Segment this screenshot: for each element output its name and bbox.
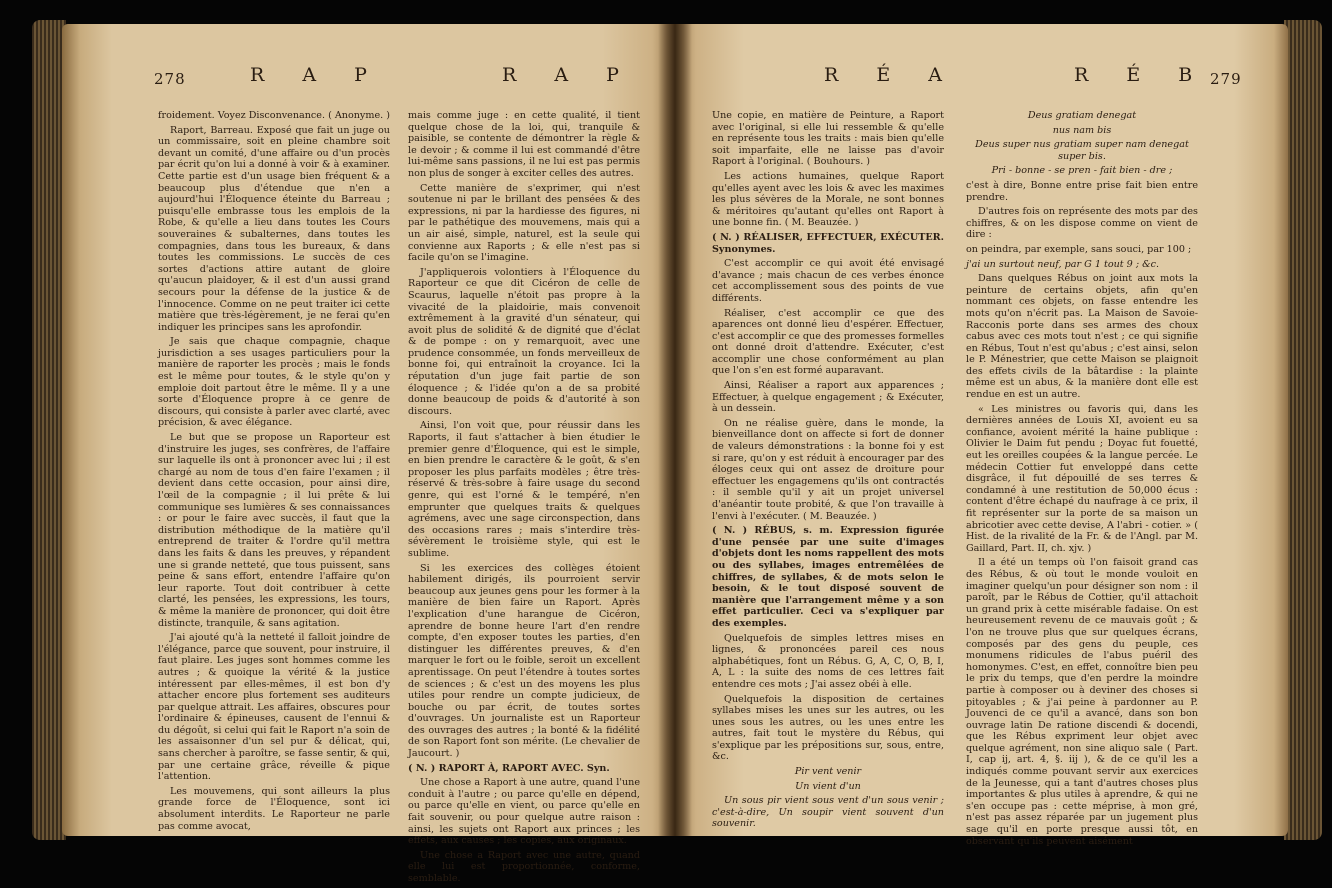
paragraph: on peindra, par exemple, sans souci, par 100 ;: [966, 243, 1192, 255]
paragraph: J'ai ajouté qu'à la netteté il falloit joindre de l'élégance, parce que souvent, pour instruire, il faut plaire. Les juges sont hommes comme les autres ; & quoique la vérité & la justice intéressent par elles-mêmes, il est bon d'y attacher encore plus fortement ses auditeurs par quelque attrait. Les affaires, obscures pour l'ordinaire & épineuses, causent de l'ennui & du dégoût, si celui qui fait le Raport n'a soin de les assaisonner d'un sel pur & délicat, qui, sans chercher à paroître, se fasse sentir, & qui, par une certaine grâce, réveille & pique l'attention.: [158, 632, 390, 783]
paragraph: Il a été un temps où l'on faisoit grand cas des Rébus, & où tout le monde vouloit en imaginer quelqu'un pour désigner son nom : il paroît, par le Rébus de Cottier, qu'il attachoit un grand prix à cette misérable fadaise. On est heureusement revenu de ce mauvais goût ; & l'on ne trouve plus que sur quelques écrans, composés par des gens du peuple, ces monumens ridicules de l'abus puéril des homonymes. C'est, en effet, connoître bien peu le prix du temps, que d'en perdre la moindre partie à composer ou à deviner des choses si pitoyables ; & j'ai peine à pardonner au P. Jouvenci de ce qu'il a avancé, dans son bon ouvrage latin De ratione discendi & docendi, que les Rébus expriment leur objet avec quelque agrément, non sine aliquo sale ( Part. I, cap ij, art. 4, §. iij ), & de ce qu'il les a indiqués comme pouvant servir aux exercices de la Jeunesse, qui a tant d'autres choses plus importantes & plus utiles à aprendre, & qui ne s'en occupe pas : cette méprise, à mon gré, n'est pas assez réparée par un jugement plus sage qu'il en porte presque aussi tôt, en observant qu'ils peuvent aisément: [966, 557, 1198, 847]
page-number: 279: [1210, 70, 1242, 88]
paragraph: Quelquefois de simples lettres mises en lignes, & prononcées pareil ces nous alphabétiques, font un Rébus. G, A, C, O, B, I, A, L : la suite des noms de ces lettres fait entendre ces mots ; J'ai assez obéi à elle.: [712, 632, 944, 690]
right-page: [674, 24, 1288, 847]
paragraph: mais comme juge : en cette qualité, il tient quelque chose de la loi, qui, tranquile & paisible, se contente de démontrer la règle & le devoir ; & comme il lui est commandé d'être lui-même sans passions, il ne lui est pas permis non plus de songer à exciter celles des autres.: [408, 110, 640, 179]
paragraph: Les mouvemens, qui sont ailleurs la plus grande force de l'Éloquence, sont ici absolument interdits. Le Raporteur ne parle pas comme avocat,: [158, 785, 390, 832]
paragraph: Dans quelques Rébus on joint aux mots la peinture de certains objets, afin qu'en nommant ces objets, on fasse entendre les mots qu'on n'écrit pas. La Maison de Savoie-Racconis porte dans ses armes des choux cabus avec ces mots tout n'est ; ce qui signifie en Rébus, Tout n'est qu'abus ; c'est ainsi, selon le P. Ménestrier, que cette Maison se plaignoit des effets civils de la bâtardise : la plainte même est un abus, & la manière dont elle est rendue en est un autre.: [966, 273, 1198, 401]
paragraph: Réaliser, c'est accomplir ce que des aparences ont donné lieu d'espérer. Effectuer, c'est accomplir ce que des promesses formelles ont donné droit d'attendre. Exécuter, c'est accomplir une chose conformément au plan que l'on s'en est formé auparavant.: [712, 307, 944, 377]
entry-heading: ( N. ) RÉALISER, EFFECTUER, EXÉCUTER. Synonymes.: [712, 231, 944, 255]
entry-heading: ( N. ) RÉBUS, s. m. Expression figurée d'une pensée par une suite d'images d'objets dont les noms rappellent des mots ou des syllabes, images entremêlées de chiffres, de syllabes, & de mots selon le besoin, & le tout disposé souvent de manière que l'arrangement même y a son effet particulier. Ceci va s'expliquer par des exemples.: [712, 525, 944, 629]
rebus-line: Pir vent venir: [794, 766, 862, 778]
running-head-left: R A P: [250, 64, 383, 86]
book-gutter: [658, 24, 692, 836]
running-head-right: R A P: [502, 64, 635, 86]
paragraph: Ainsi, l'on voit que, pour réussir dans les Raports, il faut s'attacher à bien étudier le premier genre d'Éloquence, qui est le simple, en bien prendre le caractère & le goût, & s'en proposer les plus parfaits modèles ; être très-réservé & très-sobre à faire usage du second genre, qui est l'orné & le tempéré, n'en emprunter que quelques traits & quelques agrémens, avec une sage circonspection, dans des occasions rares ; mais s'interdire très-sévèrement le troisième style, qui est le sublime.: [408, 420, 640, 559]
paragraph: Cette manière de s'exprimer, qui n'est soutenue ni par le brillant des pensées & des expressions, ni par la hardiesse des figures, ni par le pathétique des mouvemens, mais qui a un air aisé, simple, naturel, est la seule qui convienne aux Raports ; & elle n'est pas si facile qu'on se l'imagine.: [408, 182, 640, 264]
page-edges-left: [32, 20, 66, 840]
paragraph: Si les exercices des collèges étoient habilement dirigés, ils pourroient servir beaucoup aux jeunes gens pour les former à la manière de bien faire un Raport. Après l'explication d'une harangue de Cicéron, aprendre de bonne heure l'art d'en rendre compte, d'en exposer toutes les parties, d'en distinguer les différentes preuves, & d'en marquer le fort ou le foible, seroit un excellent aprentissage. On peut l'étendre à toutes sortes de sciences ; & c'est un des moyens les plus utiles pour rendre un compte judicieux, de bouche ou par écrit, de toutes sortes d'ouvrages. Un journaliste est un Raporteur des ouvrages des autres ; la bonté & la fidélité de son Raport font son mérite. (Le chevalier de Jaucourt. ): [408, 562, 640, 760]
paragraph: Une chose a Raport avec une autre, quand elle lui est proportionnée, conforme, semblable.: [408, 849, 640, 884]
paragraph: j'ai un surtout neuf, par G 1 tout 9 ; &c.: [966, 258, 1160, 270]
paragraph: Raport, Barreau. Exposé que fait un juge ou un commissaire, soit en pleine chambre soit devant un comité, d'une affaire ou d'un procès par écrit qu'on lui a donné à voir & à examiner. Cette partie est d'un usage bien fréquent & a beaucoup plus d'étendue que n'en a aujourd'hui l'Éloquence éteinte du Barreau ; puisqu'elle embrasse tous les emplois de la Robe, & qu'elle a lieu dans toutes les Cours souveraines & subalternes, dans toutes les compagnies, dans tous les bureaux, & dans toutes les commissions. Le succès de ces sortes d'actions attire autant de gloire qu'aucun plaidoyer, & il est d'un aussi grand secours pour la défense de la justice & de l'innocence. Comme on ne peut traiter ici cette matière que très-légèrement, je ne ferai qu'en indiquer les principes sans les aprofondir.: [158, 124, 390, 333]
column-left-2: [408, 110, 640, 888]
paragraph: froidement. Voyez Disconvenance. ( Anonyme. ): [158, 110, 390, 121]
paragraph: C'est accomplir ce qui avoit été envisagé d'avance ; mais chacun de ces verbes énonce cet accomplissement sous des points de vue différents.: [712, 258, 944, 304]
rebus-line: Deus super nus gratiam super nam denegat super bis.: [975, 139, 1189, 162]
paragraph: Ainsi, Réaliser a raport aux apparences ; Effectuer, à quelque engagement ; & Exécuter, à un dessein.: [712, 380, 944, 415]
running-head-left: R É A: [824, 64, 958, 86]
paragraph: Les actions humaines, quelque Raport qu'elles ayent avec les lois & avec les maximes les plus sévères de la Morale, ne sont bonnes & méritoires qu'autant qu'elles ont Raport à une bonne fin. ( M. Beauzée. ): [712, 170, 944, 229]
paragraph: c'est à dire, Bonne entre prise fait bien entre prendre.: [966, 179, 1198, 203]
left-page: [62, 24, 674, 884]
paragraph: J'appliquerois volontiers à l'Éloquence du Raporteur ce que dit Cicéron de celle de Scaurus, laquelle n'étoit pas propre à la vivacité de la plaidoirie, mais convenoit extrêmement à la gravité d'un sénateur, qui avoit plus de solidité & de dignité que d'éclat & de pompe : on y remarquoit, avec une prudence consommée, un fonds merveilleux de bonne foi, qui entraînoit la croyance. Ici la réputation d'un juge fait partie de son éloquence ; & l'idée qu'on a de sa probité donne beaucoup de poids & d'autorité à son discours.: [408, 266, 640, 417]
paragraph: Quelquefois la disposition de certaines syllabes mises les unes sur les autres, ou les unes sous les autres, ou les unes entre les autres, fait tout le mystère du Rébus, qui s'explique par les prépositions sur, sous, entre, &c.: [712, 693, 944, 763]
rebus-line: nus nam bis: [1052, 124, 1112, 136]
rebus-line: Deus gratiam denegat: [1027, 110, 1137, 121]
paragraph: D'autres fois on représente des mots par des chiffres, & on les dispose comme on vient de dire :: [966, 206, 1198, 241]
open-book: [62, 24, 1288, 884]
rebus-line: Un vient d'un: [795, 780, 861, 792]
column-right-2: [966, 110, 1198, 850]
paragraph: Un sous pir vient sous vent d'un sous venir ; c'est-à-dire, Un soupir vient souvent d'un souvenir.: [712, 795, 944, 830]
paragraph: Le but que se propose un Raporteur est d'instruire les juges, ses confrères, de l'affaire sur laquelle ils ont à prononcer avec lui ; il est chargé au nom de tous d'en faire l'examen ; il devient dans cette occasion, pour ainsi dire, l'œil de la compagnie ; il lui prête & lui communique ses lumières & ses connaissances : or pour le faire avec succès, il faut que la distribution méthodique de la matière qu'il entreprend de traiter & l'ordre qu'il mettra dans les faits & dans les preuves, y répandent une si grande netteté, que tous puissent, sans peine & sans effort, entendre l'affaire qu'on leur raporte. Tout doit contribuer à cette clarté, les pensées, les expressions, les tours, & même la manière de prononcer, qui doit être distincte, tranquile, & sans agitation.: [158, 432, 390, 629]
paragraph: On ne réalise guère, dans le monde, la bienveillance dont on affecte si fort de donner de valeurs démonstrations : la bonne foi y est si rare, qu'on y est réduit à encourager par des éloges ceux qui ont assez de droiture pour effectuer les engagemens qu'ils ont contractés : il semble qu'il y ait un projet universel d'anéantir toute probité, & que l'on travaille à l'envi à l'exécuter. ( M. Beauzée. ): [712, 417, 944, 522]
page-number: 278: [154, 70, 186, 88]
paragraph: Une copie, en matière de Peinture, a Raport avec l'original, si elle lui ressemble & qu'elle en représente tous les traits : mais bien qu'elle soit imparfaite, elle ne laisse pas d'avoir Raport à l'original. ( Bouhours. ): [712, 110, 944, 168]
running-head-right: R É B: [1074, 64, 1209, 86]
column-left-1: [158, 110, 390, 835]
quotation: « Les ministres ou favoris qui, dans les dernières années de Louis XI, avoient eu sa confiance, avoient mérité la haine publique : Olivier le Daim fut pendu ; Doyac fut fouetté, eut les oreilles coupées & la langue percée. Le médecin Cottier fut enveloppé dans cette disgrâce, il fut dépouillé de ses terres & condamné à une restitution de 50,000 écus : content d'être échapé du naufrage à ce prix, il fit représenter sur la porte de sa maison un abricotier avec cette devise, A l'abri - cotier. » ( Hist. de la rivalité de la Fr. & de l'Angl. par M. Gaillard, Part. II, ch. xjv. ): [966, 403, 1198, 554]
page-edges-right: [1284, 20, 1322, 840]
entry-heading: ( N. ) RAPORT À, RAPORT AVEC. Syn.: [408, 762, 610, 774]
paragraph: Une chose a Raport à une autre, quand l'une conduit à l'autre ; ou parce qu'elle en dépend, ou parce qu'elle en vient, ou parce qu'elle en fait souvenir, ou pour quelque autre raison : ainsi, les sujets ont Raport aux princes ; les effets, aux causes ; les copies, aux originaux.: [408, 777, 640, 847]
rebus-line: Pri - bonne - se pren - fait bien - dre ;: [991, 165, 1173, 177]
paragraph: Je sais que chaque compagnie, chaque jurisdiction a ses usages particuliers pour la manière de raporter les procès ; mais le fonds est le même pour toutes, & le style qu'on y emploie doit partout être le même. Il y a une sorte d'Éloquence propre à ce genre de discours, qui consiste à parler avec clarté, avec précision, & avec élégance.: [158, 336, 390, 429]
column-right-1: [712, 110, 944, 833]
